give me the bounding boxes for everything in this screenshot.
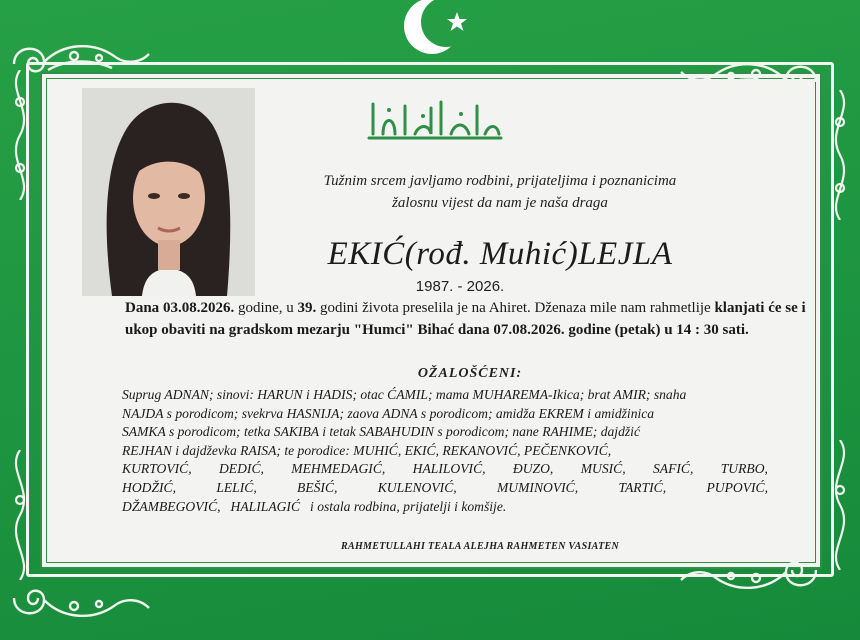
ornamental-border [4,450,36,580]
mourners-title: OŽALOŠĆENI: [417,366,523,381]
intro-line-1: Tužnim srcem javljamo rodbini, prijateljima i poznanicima [323,173,677,189]
family-name: DEDIĆ, [218,461,264,477]
family-name: LELIĆ, [216,479,257,495]
ornamental-corner [676,52,826,112]
arabic-calligraphy [365,96,505,144]
closing-prayer: RAHMETULLAHI TEALA ALEJHA RAHMETEN VASIATEN [341,541,619,552]
ornamental-corner [676,540,826,600]
life-years: 1987. - 2026. [415,278,505,295]
intro-text [270,170,730,214]
ornamental-border [824,90,856,220]
family-name: MUSIĆ, [580,461,626,477]
family-name: PUPOVIĆ, [706,479,768,495]
family-name: MEHMEDAGIĆ, [291,461,386,477]
ornamental-border [4,70,36,200]
family-name: ĐUZO, [512,461,554,477]
family-names-row-3 [122,498,768,517]
family-name: KURTOVIĆ, [122,461,192,477]
ornamental-border [824,440,856,570]
family-name: TARTIĆ, [618,479,667,495]
mourners-line: NAJDA s porodicom; svekrva HASNIJA; zaova ADNA s porodicom; amidža EKREM i amidžinica [122,405,655,421]
deceased-name: EKIĆ(rođ. Muhić)LEJLA [327,236,673,272]
family-name: TURBO, [720,461,768,477]
crescent-star-icon [402,0,474,62]
family-name: MUMINOVIĆ, [496,479,579,495]
death-date: 03.08.2026. [162,300,235,316]
body-text-1: godine, u [234,300,298,316]
family-name: HALILAGIĆ [230,498,301,514]
mourners-line: Suprug ADNAN; sinovi: HARUN i HADIS; otac ĆAMIL; mama MUHAREMA-Ikica; brat AMIR; snaha [122,387,687,402]
intro-line-2: žalosnu vijest da nam je naša draga [392,195,608,211]
family-name: HALILOVIĆ, [412,461,486,477]
family-names-row-1 [122,460,768,479]
family-name: KULENOVIĆ, [377,479,457,495]
family-name: SAFIĆ, [652,461,694,477]
family-names-row-2 [122,479,768,498]
body-text-2: godini života preselila je na Ahiret. Dženaza mile nam rahmetlije [316,300,715,316]
family-name: HODŽIĆ, [122,479,177,495]
funeral-announcement [125,297,815,341]
family-name: DŽAMBEGOVIĆ, [122,498,221,514]
mourners-list [122,386,768,516]
family-name: BEŠIĆ, [297,479,338,495]
age: 39. [297,300,317,316]
mourners-line: SAMKA s porodicom; tetka SAKIBA i tetak SABAHUDIN s porodicom; nane RAHIME; dajdžić [122,424,640,440]
dana-label: Dana [125,300,160,316]
closing-relatives: i ostala rodbina, prijatelji i komšije. [310,498,507,514]
funeral-details: klanjati će se i ukop obaviti na gradskom mezarju "Humci" Bihać dana 07.08.2026. godine (petak) u 14 : 30 sati. [125,300,806,338]
mourners-line: REJHAN i dajdževka RAISA; te porodice: MUHIĆ, EKIĆ, REKANOVIĆ, PEČENKOVIĆ, [122,442,612,458]
